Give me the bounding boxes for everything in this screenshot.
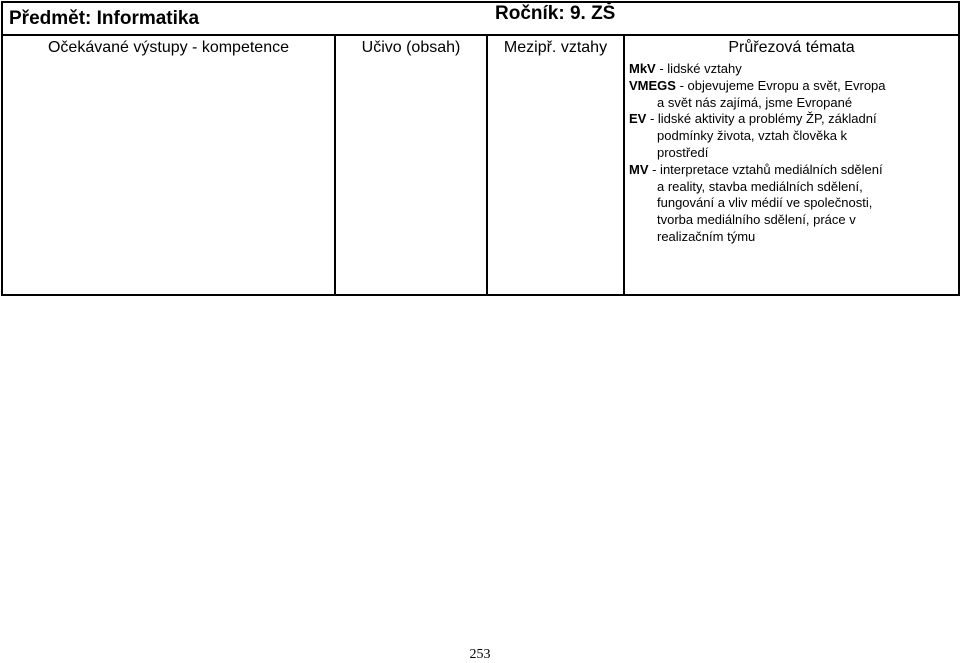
list-item: [629, 78, 958, 112]
topic-description: - objevujeme Evropu a svět, Evropa: [675, 77, 886, 93]
list-item: [629, 61, 958, 78]
column-header-topics: Průřezová témata: [624, 35, 959, 59]
subject-title: Předmět: Informatika: [9, 7, 200, 29]
topic-description: - interpretace vztahů mediálních sdělení: [648, 161, 883, 177]
topic-continuation-line: a reality, stavba mediálních sdělení,: [657, 178, 863, 194]
column-header-content: Učivo (obsah): [335, 35, 487, 59]
topic-continuation-line: tvorba mediálního sdělení, práce v: [657, 212, 856, 228]
topic-first-line: [629, 78, 958, 95]
column-header-relations: Mezipř. vztahy: [487, 35, 624, 59]
title-row: [2, 2, 959, 35]
topic-first-line: [629, 61, 958, 78]
topic-abbreviation: VMEGS: [629, 77, 676, 93]
topic-abbreviation: MV: [629, 161, 649, 177]
topic-abbreviation: MkV: [629, 61, 656, 76]
topic-continuation-line: realizačním týmu: [657, 228, 756, 244]
topic-continuation-line: a svět nás zajímá, jsme Evropané: [657, 94, 853, 110]
content-cell: [335, 59, 487, 295]
topic-abbreviation: EV: [629, 111, 647, 127]
curriculum-table: [1, 1, 960, 296]
topic-continuation-line: prostředí: [657, 144, 709, 160]
page-number: 253: [469, 647, 491, 662]
topic-description: - lidské aktivity a problémy ŽP, základní: [646, 111, 877, 127]
outcomes-cell: [2, 59, 335, 295]
table-row: [2, 59, 959, 295]
list-item: [629, 162, 958, 246]
topic-continuation-line: podmínky života, vztah člověka k: [657, 128, 848, 144]
column-header-outcomes: Očekávané výstupy - kompetence: [2, 35, 335, 59]
list-item: [629, 111, 958, 161]
topic-description: - lidské vztahy: [655, 61, 742, 76]
topic-first-line: [629, 162, 958, 179]
topic-continuation-line: fungování a vliv médií ve společnosti,: [657, 195, 873, 211]
topics-cell: [624, 59, 959, 295]
relations-cell: [487, 59, 624, 295]
topic-first-line: [629, 111, 958, 128]
title-cell: [2, 2, 959, 35]
column-header-row: [2, 35, 959, 59]
grade-title: Ročník: 9. ZŠ: [495, 3, 616, 24]
cross-curricular-topics: [625, 59, 958, 246]
